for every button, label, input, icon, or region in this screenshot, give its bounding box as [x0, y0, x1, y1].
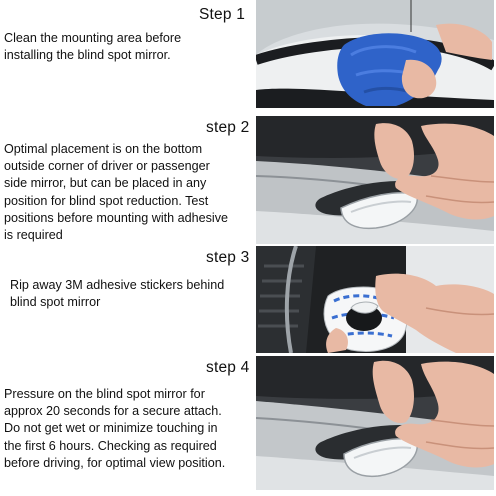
- placing-mirror-image: [256, 116, 494, 244]
- peeling-sticker-image: [256, 246, 494, 353]
- step-4-text: Pressure on the blind spot mirror for approx 20 seconds for a secure attach. Do not get wet or minimize touching in the first 6 hours. Checking as required before driving, for optimal view position.: [4, 387, 226, 470]
- cleaning-mirror-image: [256, 0, 494, 108]
- step-4-photo: [256, 356, 494, 490]
- step-4: [0, 354, 496, 496]
- step-3: [0, 244, 496, 354]
- step-3-text: Rip away 3M adhesive stickers behind blind spot mirror: [10, 278, 225, 310]
- step-3-title: step 3: [206, 249, 250, 266]
- step-1-text: Clean the mounting area before installing the blind spot mirror.: [4, 31, 182, 63]
- pressing-mirror-image: [256, 356, 494, 490]
- step-2-text: Optimal placement is on the bottom outside corner of driver or passenger side mirror, but can be placed in any position for blind spot reduction. Test positions before mounting with adhesive is required: [4, 142, 229, 243]
- step-2: [0, 114, 496, 244]
- step-3-photo: [256, 246, 494, 353]
- step-2-photo: [256, 116, 494, 244]
- step-4-title: step 4: [206, 359, 250, 376]
- step-1-title: Step 1: [199, 6, 246, 23]
- step-2-title: step 2: [206, 119, 250, 136]
- step-1-photo: [256, 0, 494, 108]
- step-1: [0, 0, 496, 118]
